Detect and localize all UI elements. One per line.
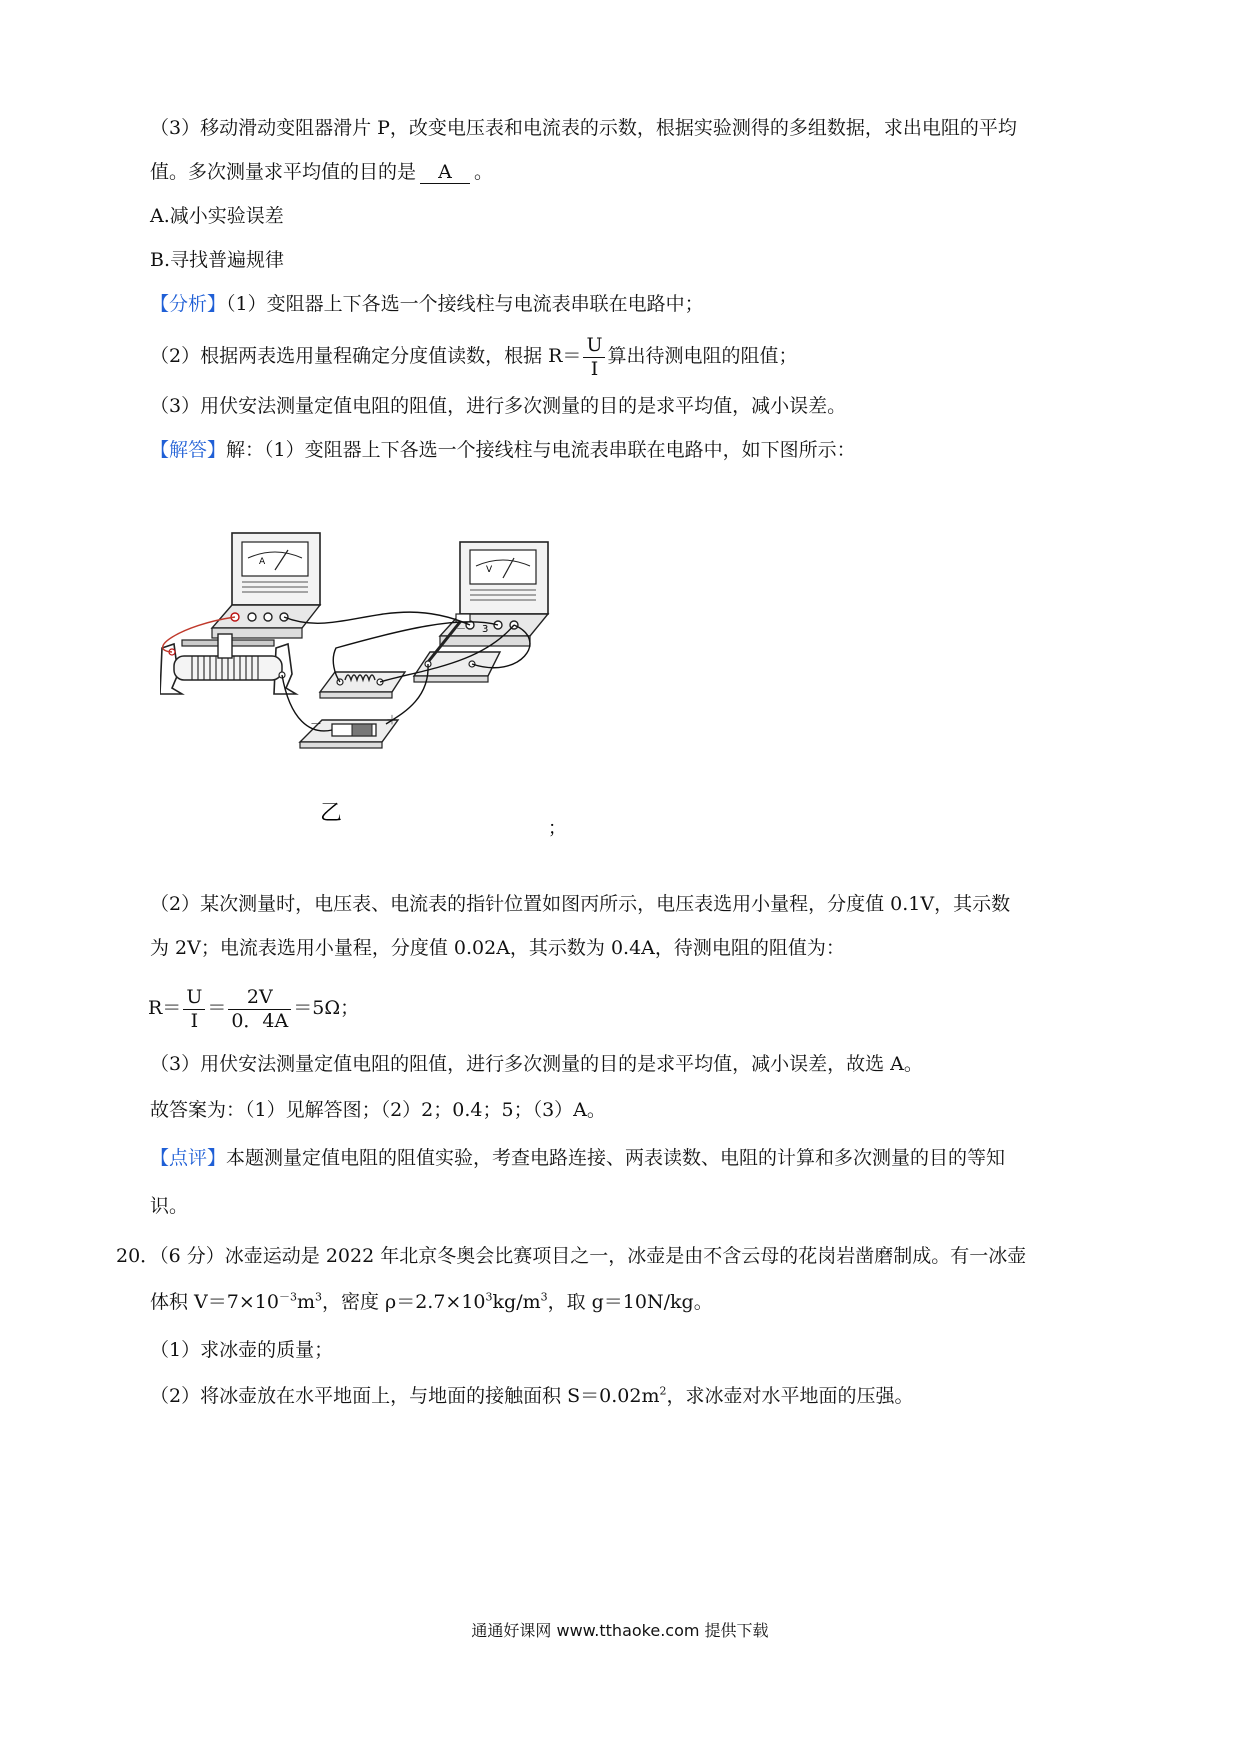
comment-text: 本题测量定值电阻的阻值实验，考查电路连接、两表读数、电阻的计算和多次测量的目的等知 xyxy=(226,1147,1006,1169)
q3-line1: （3）移动滑动变阻器滑片 P，改变电压表和电流表的示数，根据实验测得的多组数据，求出电阻的平均 xyxy=(150,117,1017,139)
formula-u: U xyxy=(183,988,205,1010)
comment-line2: 识。 xyxy=(150,1195,189,1217)
formula-2v: 2V xyxy=(228,988,291,1010)
analysis-p2-pre: （2）根据两表选用量程确定分度值读数，根据 R＝ xyxy=(150,345,582,367)
diagram-caption: 乙 xyxy=(320,801,343,826)
analysis-tag: 【分析】 xyxy=(150,293,227,315)
battery-icon xyxy=(300,713,398,748)
q20-line2 xyxy=(150,1288,713,1316)
comment-line1 xyxy=(150,1144,1005,1172)
analysis-p1 xyxy=(150,290,704,318)
voltmeter-icon xyxy=(440,542,548,646)
formula-fraction-values xyxy=(228,985,291,1032)
circuit-diagram xyxy=(160,530,600,870)
q20-sub2-post: ，求冰壶对水平地面的压强。 xyxy=(666,1385,914,1407)
formula-fraction-ui xyxy=(183,985,205,1032)
q20-exp3: 3 xyxy=(485,1290,493,1304)
solution-p1 xyxy=(150,436,856,464)
q20-sub2 xyxy=(150,1382,913,1410)
solution-final: 故答案为：（1）见解答图；（2）2；0.4；5；（3）A。 xyxy=(150,1099,606,1121)
ammeter-letter: A xyxy=(259,557,266,567)
analysis-p2 xyxy=(150,332,797,380)
analysis-p1-text: （1）变阻器上下各选一个接线柱与电流表串联在电路中； xyxy=(226,293,704,315)
page-footer: 通通好课网 www.tthaoke.com 提供下载 xyxy=(471,1621,769,1640)
formula-eq: ＝ xyxy=(207,997,227,1019)
formula-result: ＝5Ω； xyxy=(293,997,360,1019)
battery-plus-label: ＋ xyxy=(386,713,399,727)
q20-line1: 20．（6 分）冰壶运动是 2022 年北京冬奥会比赛项目之一，冰壶是由不含云母的花岗岩凿磨制成。有一冰壶 xyxy=(116,1245,1027,1267)
q20-sub2-exp: 2 xyxy=(659,1384,667,1398)
analysis-fraction xyxy=(583,333,605,380)
q20-unit-kgm: kg/m xyxy=(492,1291,541,1313)
analysis-p2-post: 算出待测电阻的阻值； xyxy=(607,345,798,367)
voltmeter-3-label: 3 xyxy=(482,624,489,635)
q3-line2 xyxy=(150,158,493,186)
comment-tag: 【点评】 xyxy=(150,1147,227,1169)
voltmeter-minus-label: － xyxy=(456,624,466,635)
q20-exp2: 3 xyxy=(314,1290,322,1304)
q20-exp4: 3 xyxy=(540,1290,548,1304)
option-a: A.减小实验误差 xyxy=(150,205,284,227)
q20-sub1: （1）求冰壶的质量； xyxy=(150,1339,334,1361)
q3-answer-blank: A xyxy=(420,161,470,184)
solution-p1-text: 解：（1）变阻器上下各选一个接线柱与电流表串联在电路中，如下图所示： xyxy=(226,439,856,461)
voltmeter-letter: V xyxy=(486,565,493,575)
solution-p3: （3）用伏安法测量定值电阻的阻值，进行多次测量的目的是求平均值，减小误差，故选 A。 xyxy=(150,1053,923,1075)
option-b: B.寻找普遍规律 xyxy=(150,249,285,271)
diagram-semicolon: ； xyxy=(548,818,566,839)
q20-sub2-pre: （2）将冰壶放在水平地面上，与地面的接触面积 S＝0.02m xyxy=(150,1385,660,1407)
q3-line2-pre: 值。多次测量求平均值的目的是 xyxy=(150,161,417,183)
formula-04a: 0．4A xyxy=(231,1009,289,1032)
q20-unit-m: m xyxy=(296,1291,315,1313)
rheostat-icon xyxy=(160,634,296,694)
battery-minus-label: － xyxy=(310,717,323,731)
solution-p2-line2: 为 2V；电流表选用小量程，分度值 0.02A，其示数为 0.4A，待测电阻的阻值为： xyxy=(150,937,845,959)
q20-density-text: ，密度 ρ＝2.7×10 xyxy=(321,1291,486,1313)
q20-volume-text: 体积 V＝7×10 xyxy=(150,1291,279,1313)
solution-tag: 【解答】 xyxy=(150,439,227,461)
fraction-denominator: I xyxy=(590,357,599,380)
fraction-numerator: U xyxy=(583,336,605,358)
q20-exp1: －3 xyxy=(278,1290,297,1304)
q3-line2-post: 。 xyxy=(474,161,494,183)
formula-i: I xyxy=(190,1009,199,1032)
formula-r: R＝ xyxy=(148,997,182,1019)
resistor-icon xyxy=(320,672,405,698)
analysis-p3: （3）用伏安法测量定值电阻的阻值，进行多次测量的目的是求平均值，减小误差。 xyxy=(150,395,847,417)
solution-formula xyxy=(148,980,359,1036)
q20-g-text: ，取 g＝10N/kg。 xyxy=(547,1291,713,1313)
solution-p2-line1: （2）某次测量时，电压表、电流表的指针位置如图丙所示，电压表选用小量程，分度值 0.1V，其示数 xyxy=(150,893,1011,915)
